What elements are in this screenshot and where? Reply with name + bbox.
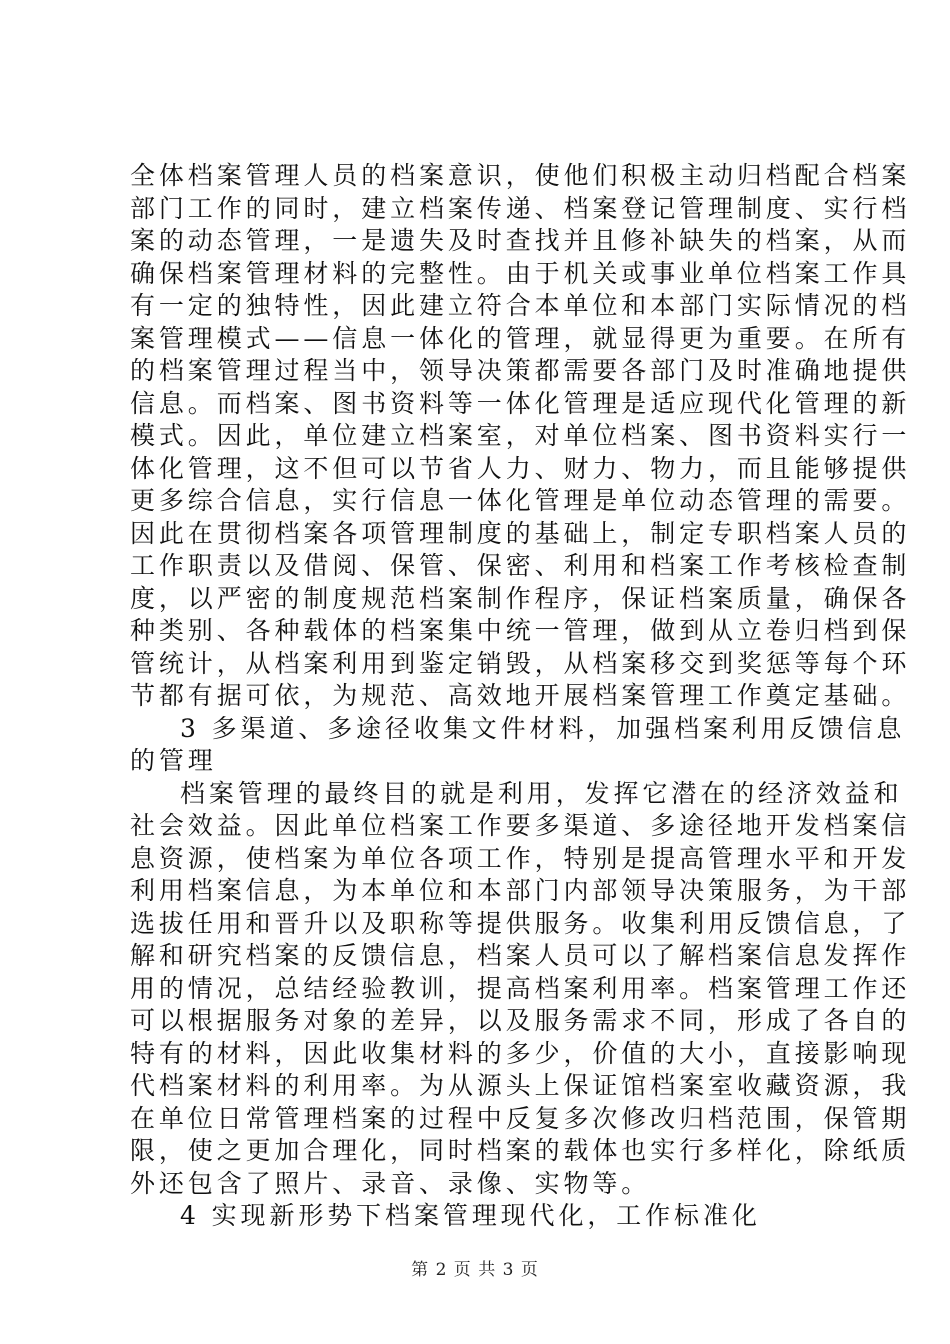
text-line: 解和研究档案的反馈信息，档案人员可以了解档案信息发挥作 — [130, 941, 911, 970]
paragraph — [130, 160, 911, 713]
text-line: 确保档案管理材料的完整性。由于机关或事业单位档案工作具 — [130, 258, 911, 288]
text-line: 有一定的独特性，因此建立符合本单位和本部门实际情况的档 — [130, 291, 911, 320]
text-line: 体化管理，这不但可以节省人力、财力、物力，而且能够提供 — [130, 453, 911, 483]
paragraph — [130, 713, 906, 778]
text-line: 全体档案管理人员的档案意识，使他们积极主动归档配合档案 — [130, 161, 911, 190]
text-line: 4 实现新形势下档案管理现代化，工作标准化 — [180, 1201, 761, 1230]
text-line: 3 多渠道、多途径收集文件材料，加强档案利用反馈信息 — [180, 713, 906, 743]
text-line: 可以根据服务对象的差异，以及服务需求不同，形成了各自的 — [130, 1006, 911, 1035]
text-line: 更多综合信息，实行信息一体化管理是单位动态管理的需要。 — [130, 486, 911, 515]
text-line: 工作职责以及借阅、保管、保密、利用和档案工作考核检查制 — [130, 551, 911, 580]
text-line: 外还包含了照片、录音、录像、实物等。 — [130, 1168, 651, 1198]
text-line: 息资源，使档案为单位各项工作，特别是提高管理水平和开发 — [130, 843, 911, 873]
text-line: 的档案管理过程当中，领导决策都需要各部门及时准确地提供 — [130, 356, 911, 385]
text-line: 信息。而档案、图书资料等一体化管理是适应现代化管理的新 — [130, 388, 911, 418]
text-line: 代档案材料的利用率。为从源头上保证馆档案室收藏资源，我 — [130, 1071, 911, 1100]
page-footer: 第 2 页 共 3 页 — [411, 1260, 539, 1280]
text-line: 在单位日常管理档案的过程中反复多次修改归档范围，保管期 — [130, 1103, 911, 1133]
text-line: 用的情况，总结经验教训，提高档案利用率。档案管理工作还 — [130, 973, 911, 1003]
text-line: 限，使之更加合理化，同时档案的载体也实行多样化，除纸质 — [130, 1136, 911, 1165]
text-line: 案管理模式——信息一体化的管理，就显得更为重要。在所有 — [130, 323, 911, 353]
text-line: 利用档案信息，为本单位和本部门内部领导决策服务，为干部 — [130, 876, 911, 905]
paragraph — [130, 1200, 824, 1233]
paragraph — [130, 778, 911, 1201]
document-body — [130, 160, 911, 1233]
text-line: 管统计，从档案利用到鉴定销毁，从档案移交到奖惩等每个环 — [130, 648, 911, 678]
text-line: 模式。因此，单位建立档案室，对单位档案、图书资料实行一 — [130, 421, 911, 450]
text-line: 特有的材料，因此收集材料的多少，价值的大小，直接影响现 — [130, 1038, 911, 1068]
text-line: 节都有据可依，为规范、高效地开展档案管理工作奠定基础。 — [130, 681, 911, 710]
text-line: 种类别、各种载体的档案集中统一管理，做到从立卷归档到保 — [130, 616, 911, 645]
text-line: 选拔任用和晋升以及职称等提供服务。收集利用反馈信息，了 — [130, 908, 911, 938]
text-line: 案的动态管理，一是遗失及时查找并且修补缺失的档案，从而 — [130, 226, 911, 255]
text-line: 度，以严密的制度规范档案制作程序，保证档案质量，确保各 — [130, 583, 911, 613]
text-line: 因此在贯彻档案各项管理制度的基础上，制定专职档案人员的 — [130, 518, 911, 548]
text-line: 社会效益。因此单位档案工作要多渠道、多途径地开发档案信 — [130, 811, 911, 840]
text-line: 部门工作的同时，建立档案传递、档案登记管理制度、实行档 — [130, 193, 911, 223]
text-line: 的管理 — [130, 746, 217, 775]
text-line: 档案管理的最终目的就是利用，发挥它潜在的经济效益和 — [180, 778, 903, 808]
